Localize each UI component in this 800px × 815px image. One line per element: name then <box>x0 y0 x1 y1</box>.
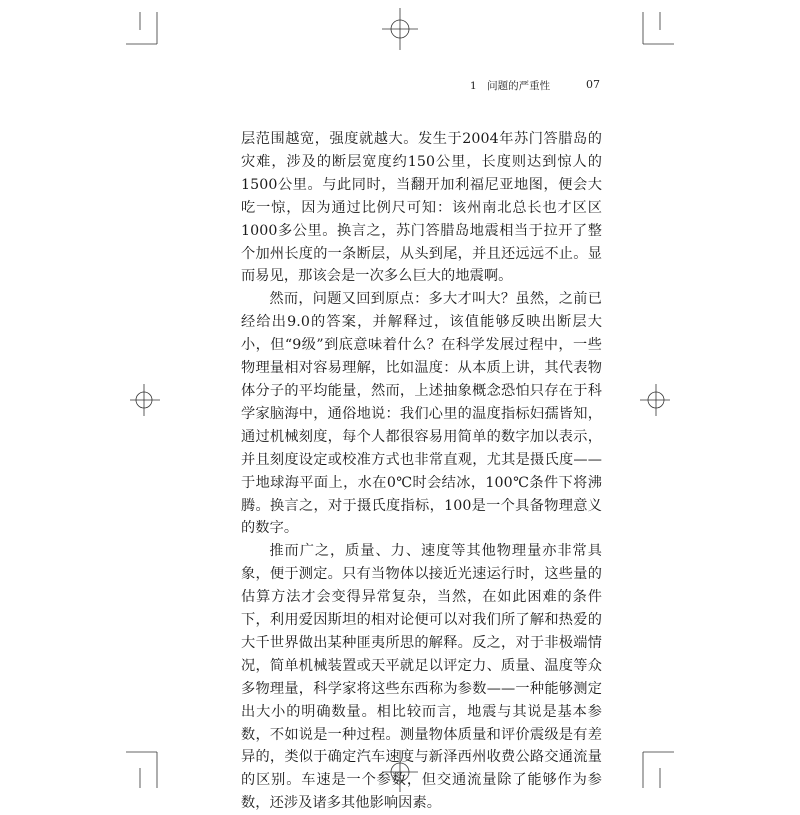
paragraph: 层范围越宽，强度就越大。发生于2004年苏门答腊岛的灾难，涉及的断层宽度约150公里，长度则达到惊人的1500公里。与此同时，当翻开加利福尼亚地图，便会大吃一惊，因为通过比例尺可知：该州南北总长也才区区1000多公里。换言之，苏门答腊岛地震相当于拉开了整个加州长度的一条断层，从头到尾，并且还远远不止。显而易见，那该会是一次多么巨大的地震啊。 <box>241 131 602 285</box>
chapter-title: 1 问题的严重性 <box>470 80 551 92</box>
page-number: 07 <box>586 78 600 91</box>
body-text <box>241 128 602 815</box>
paragraph: 然而，问题又回到原点：多大才叫大？虽然，之前已经给出9.0的答案，并解释过，该值能够反映出断层大小，但“9级”到底意味着什么？在科学发展过程中，一些物理量相对容易理解，比如温度：从本质上讲，其代表物体分子的平均能量，然而，上述抽象概念恐怕只存在于科学家脑海中，通俗地说：我们心里的温度指标妇孺皆知，通过机械刻度，每个人都很容易用简单的数字加以表示，并且刻度设定或校准方式也非常直观，尤其是摄氏度——于地球海平面上，水在0℃时会结冰，100℃条件下将沸腾。换言之，对于摄氏度指标，100是一个具备物理意义的数字。 <box>241 291 602 537</box>
paragraph: 推而广之，质量、力、速度等其他物理量亦非常具象，便于测定。只有当物体以接近光速运行时，这些量的估算方法才会变得异常复杂，当然，在如此困难的条件下，利用爱因斯坦的相对论便可以对我们所了解和热爱的大千世界做出某种匪夷所思的解释。反之，对于非极端情况，简单机械装置或天平就足以评定力、质量、温度等众多物理量，科学家将这些东西称为参数——一种能够测定出大小的明确数量。相比较而言，地震与其说是基本参数，不如说是一种过程。测量物体质量和评价震级是有差异的，类似于确定汽车速度与新泽西州收费公路交通流量的区别。车速是一个参数，但交通流量除了能够作为参数，还涉及诸多其他影响因素。 <box>241 543 602 812</box>
running-head <box>470 78 600 93</box>
